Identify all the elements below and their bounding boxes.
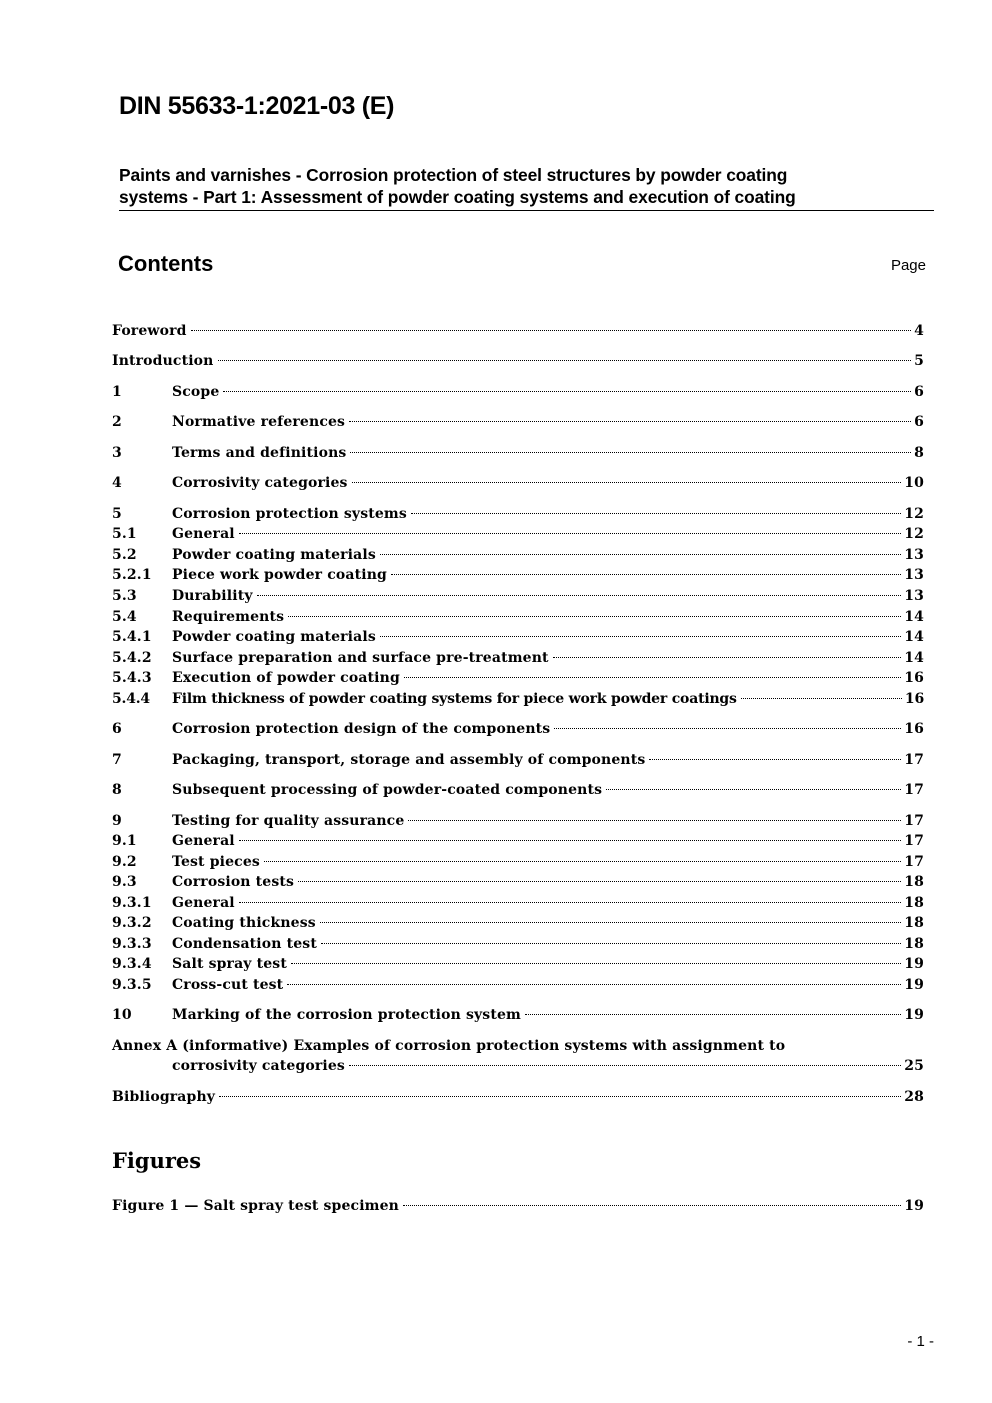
toc-entry-1[interactable] xyxy=(112,382,924,402)
toc-entry-5[interactable] xyxy=(112,504,924,524)
toc-entry-4[interactable] xyxy=(112,473,924,493)
toc-title: Surface preparation and surface pre-treatment xyxy=(172,650,549,666)
toc-page: 10 xyxy=(904,475,924,491)
toc-title: Packaging, transport, storage and assembly of components xyxy=(172,752,646,768)
toc-page: 8 xyxy=(914,445,924,461)
toc-entry-5-4-2[interactable] xyxy=(112,648,924,668)
toc-page: 17 xyxy=(904,813,924,829)
toc-title: General xyxy=(172,526,235,542)
toc-number: 5.4.3 xyxy=(112,670,152,686)
toc-page: 13 xyxy=(904,567,924,583)
toc-number: 5 xyxy=(112,506,122,522)
toc-leader xyxy=(380,554,901,555)
toc-leader xyxy=(411,513,901,514)
toc-entry-9-2[interactable] xyxy=(112,852,924,872)
toc-leader xyxy=(291,963,901,964)
toc-entry-5-3[interactable] xyxy=(112,586,924,606)
toc-entry-5-4-4[interactable] xyxy=(112,689,924,709)
contents-heading: Contents xyxy=(118,251,214,276)
toc-leader xyxy=(218,360,912,361)
toc-number: 5.2.1 xyxy=(112,567,152,583)
annex-title-line-2: corrosivity categories xyxy=(172,1058,345,1074)
toc-leader xyxy=(649,759,901,760)
toc-title: Foreword xyxy=(112,323,187,339)
toc-title: Introduction xyxy=(112,353,214,369)
toc-number: 4 xyxy=(112,475,122,491)
toc-leader xyxy=(391,574,901,575)
toc-page: 13 xyxy=(904,588,924,604)
toc-leader xyxy=(321,943,901,944)
toc-title: Corrosivity categories xyxy=(172,475,348,491)
toc-entry-6[interactable] xyxy=(112,719,924,739)
toc-page: 14 xyxy=(904,650,924,666)
toc-page: 17 xyxy=(904,854,924,870)
toc-page: 6 xyxy=(914,384,924,400)
toc-entry-9-3[interactable] xyxy=(112,872,924,892)
toc-page: 19 xyxy=(904,956,924,972)
toc-entry-9[interactable] xyxy=(112,811,924,831)
toc-number: 9.1 xyxy=(112,833,137,849)
toc-page: 12 xyxy=(904,526,924,542)
toc-page: 4 xyxy=(914,323,924,339)
toc-entry-5-1[interactable] xyxy=(112,524,924,544)
toc-leader xyxy=(408,820,901,821)
toc-leader xyxy=(606,789,901,790)
toc-number: 1 xyxy=(112,384,122,400)
toc-number: 9.3.5 xyxy=(112,977,152,993)
toc-entry-9-3-1[interactable] xyxy=(112,893,924,913)
toc-entry-5-4-3[interactable] xyxy=(112,668,924,688)
toc-page: 12 xyxy=(904,506,924,522)
toc-entry-annex-a-continued[interactable] xyxy=(112,1056,924,1076)
figures-heading: Figures xyxy=(112,1148,202,1173)
toc-entry-9-3-2[interactable] xyxy=(112,913,924,933)
toc-title: Powder coating materials xyxy=(172,629,376,645)
toc-title: Testing for quality assurance xyxy=(172,813,405,829)
toc-entry-5-2[interactable] xyxy=(112,545,924,565)
toc-entry-9-3-3[interactable] xyxy=(112,934,924,954)
toc-page: 18 xyxy=(904,895,924,911)
toc-page: 14 xyxy=(904,629,924,645)
toc-leader xyxy=(287,984,901,985)
toc-page: 5 xyxy=(914,353,924,369)
toc-page: 18 xyxy=(904,936,924,952)
toc-leader xyxy=(403,1205,901,1206)
toc-entry-3[interactable] xyxy=(112,443,924,463)
toc-leader xyxy=(191,330,912,331)
page-column-label: Page xyxy=(890,257,926,274)
toc-leader xyxy=(553,657,902,658)
toc-title: Corrosion tests xyxy=(172,874,295,890)
toc-number: 9.3.2 xyxy=(112,915,152,931)
toc-page: 19 xyxy=(904,977,924,993)
toc-leader xyxy=(239,533,901,534)
toc-page: 16 xyxy=(904,691,924,707)
toc-page: 25 xyxy=(904,1058,924,1074)
toc-leader xyxy=(239,902,901,903)
toc-entry-9-3-4[interactable] xyxy=(112,954,924,974)
toc-title: Normative references xyxy=(172,414,346,430)
toc-title: Requirements xyxy=(172,609,285,625)
toc-leader xyxy=(320,922,901,923)
toc-title: Salt spray test xyxy=(172,956,287,972)
toc-page: 17 xyxy=(904,782,924,798)
page-number: - 1 - xyxy=(907,1333,934,1350)
toc-number: 5.3 xyxy=(112,588,137,604)
toc-page: 28 xyxy=(904,1089,924,1105)
toc-entry-10[interactable] xyxy=(112,1005,924,1025)
toc-page: 14 xyxy=(904,609,924,625)
toc-number: 5.4.4 xyxy=(112,691,150,707)
toc-leader xyxy=(223,391,911,392)
toc-title: General xyxy=(172,895,235,911)
toc-number: 5.4.1 xyxy=(112,629,152,645)
figure-entry-1[interactable] xyxy=(112,1196,924,1216)
toc-page: 17 xyxy=(904,752,924,768)
toc-number: 8 xyxy=(112,782,122,798)
toc-entry-7[interactable] xyxy=(112,750,924,770)
toc-page: 17 xyxy=(904,833,924,849)
toc-leader xyxy=(352,482,902,483)
toc-title: Execution of powder coating xyxy=(172,670,400,686)
toc-title: Marking of the corrosion protection system xyxy=(172,1007,521,1023)
toc-entry-8[interactable] xyxy=(112,780,924,800)
toc-entry-5-2-1[interactable] xyxy=(112,565,924,585)
toc-number: 9 xyxy=(112,813,122,829)
toc-number: 6 xyxy=(112,721,122,737)
toc-entry-annex-a[interactable] xyxy=(112,1036,924,1056)
toc-number: 5.4 xyxy=(112,609,137,625)
toc-leader xyxy=(257,595,902,596)
toc-leader xyxy=(554,728,901,729)
toc-entry-9-3-5[interactable] xyxy=(112,975,924,995)
toc-title: Coating thickness xyxy=(172,915,316,931)
toc-title: Terms and definitions xyxy=(172,445,347,461)
toc-page: 18 xyxy=(904,874,924,890)
toc-leader xyxy=(349,1065,901,1066)
toc-title: Cross-cut test xyxy=(172,977,284,993)
toc-leader xyxy=(219,1096,901,1097)
toc-title: Corrosion protection design of the components xyxy=(172,721,551,737)
toc-page: 18 xyxy=(904,915,924,931)
toc-leader xyxy=(264,861,901,862)
toc-entry-introduction[interactable] xyxy=(112,351,924,371)
toc-leader xyxy=(404,677,901,678)
toc-page: 16 xyxy=(904,721,924,737)
toc-page: 13 xyxy=(904,547,924,563)
toc-number: 5.1 xyxy=(112,526,137,542)
toc-number: 9.2 xyxy=(112,854,137,870)
toc-entry-bibliography[interactable] xyxy=(112,1087,924,1107)
subtitle-line-1: Paints and varnishes - Corrosion protection of steel structures by powder coating xyxy=(119,165,788,185)
toc-title: General xyxy=(172,833,235,849)
toc-page: 19 xyxy=(904,1007,924,1023)
toc-title: Test pieces xyxy=(172,854,260,870)
toc-leader xyxy=(239,840,901,841)
toc-title: Film thickness of powder coating systems for piece work powder coatings xyxy=(172,691,737,707)
toc-number: 10 xyxy=(112,1007,132,1023)
annex-title-line-1: Annex A (informative) Examples of corrosion protection systems with assignment to xyxy=(112,1038,786,1054)
toc-leader xyxy=(288,616,901,617)
document-subtitle xyxy=(119,164,934,211)
subtitle-line-2: systems - Part 1: Assessment of powder coating systems and execution of coating xyxy=(119,187,796,207)
toc-leader xyxy=(380,636,901,637)
toc-title: Durability xyxy=(172,588,253,604)
toc-title: Powder coating materials xyxy=(172,547,376,563)
toc-leader xyxy=(741,698,902,699)
figure-page: 19 xyxy=(904,1198,924,1214)
toc-entry-9-1[interactable] xyxy=(112,831,924,851)
toc-number: 5.2 xyxy=(112,547,137,563)
toc-title: Corrosion protection systems xyxy=(172,506,407,522)
toc-number: 2 xyxy=(112,414,122,430)
toc-title: Condensation test xyxy=(172,936,317,952)
toc-entry-5-4[interactable] xyxy=(112,607,924,627)
toc-number: 5.4.2 xyxy=(112,650,152,666)
toc-title: Bibliography xyxy=(112,1089,216,1105)
toc-leader xyxy=(350,452,911,453)
toc-number: 9.3.1 xyxy=(112,895,152,911)
toc-entry-2[interactable] xyxy=(112,412,924,432)
toc-number: 9.3.4 xyxy=(112,956,152,972)
toc-number: 3 xyxy=(112,445,122,461)
document-id: DIN 55633-1:2021-03 (E) xyxy=(119,92,395,120)
toc-title: Subsequent processing of powder-coated components xyxy=(172,782,603,798)
toc-page: 16 xyxy=(904,670,924,686)
toc-number: 7 xyxy=(112,752,122,768)
toc-leader xyxy=(525,1014,901,1015)
toc-title: Piece work powder coating xyxy=(172,567,387,583)
toc-leader xyxy=(298,881,901,882)
toc-number: 9.3 xyxy=(112,874,137,890)
toc-title: Scope xyxy=(172,384,220,400)
toc-leader xyxy=(349,421,911,422)
figure-title: Figure 1 — Salt spray test specimen xyxy=(112,1198,400,1214)
toc-entry-foreword[interactable] xyxy=(112,321,924,341)
toc-number: 9.3.3 xyxy=(112,936,152,952)
toc-entry-5-4-1[interactable] xyxy=(112,627,924,647)
toc-page: 6 xyxy=(914,414,924,430)
